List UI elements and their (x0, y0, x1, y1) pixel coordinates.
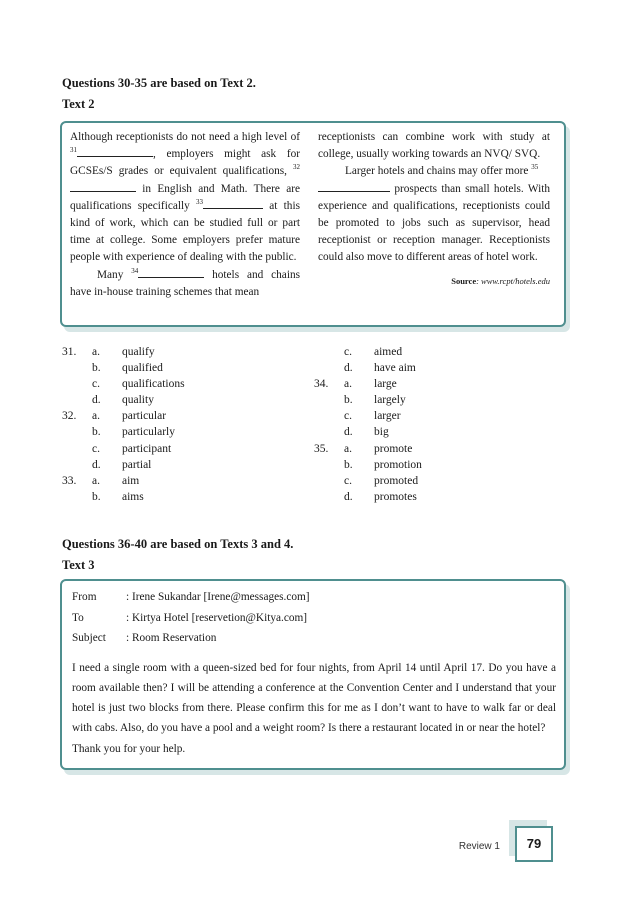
text2-p1-d: at this kind of work, which can be studied full or part time at college. Some employers prefer mature people with experience of dealing with the public. (70, 199, 300, 264)
answer-option (62, 376, 302, 392)
answer-option (314, 441, 554, 457)
page-number: 79 (515, 826, 553, 862)
option-letter: b. (92, 490, 101, 503)
blank-number-31: 31 (70, 146, 77, 155)
text2-p1-b: , employers might ask for GCSEs/S grades or equivalent qualifications, (70, 148, 300, 178)
answer-option (314, 360, 554, 376)
text2-p2-b: hotels and chains have in-house training schemes that mean (70, 268, 300, 298)
text2-p3: receptionists can combine work with study at college, usually working towards an NVQ/ SVQ. (318, 131, 550, 161)
option-text: partial (122, 458, 152, 471)
option-letter: c. (344, 346, 352, 358)
question-number (62, 392, 92, 408)
option-text: quality (122, 394, 154, 407)
answer-option (314, 489, 554, 505)
email-subject-value: : Room Reservation (126, 632, 217, 644)
option-text: particular (122, 410, 167, 423)
text2-p2-a: Many (97, 268, 124, 281)
option-letter: d. (344, 490, 353, 503)
blank-35 (318, 181, 390, 192)
option-letter: d. (344, 362, 353, 375)
email-body: I need a single room with a queen-sized bed for four nights, from April 14 until April 17. Do you have a room available then? I will be attending a conference at the Convention Center and I understand that your hotel is just two blocks from there. Please confirm this for me as I don’t want to have to walk far or deal with cabs. Also, do you have a pool and a weight room? Is there a restaurant located in or near the hotel? (72, 661, 556, 735)
option-text: aims (122, 490, 144, 503)
question-number: 33. (62, 474, 77, 487)
option-letter: a. (344, 378, 352, 391)
answer-option (314, 376, 554, 392)
question-number (314, 457, 344, 473)
answer-option (314, 473, 554, 489)
option-letter: a. (92, 346, 100, 358)
option-text: participant (122, 442, 172, 455)
answer-option (314, 457, 554, 473)
blank-number-32: 32 (293, 163, 301, 172)
option-text: largely (374, 394, 406, 407)
text2-box (60, 121, 566, 327)
answer-option (314, 424, 554, 440)
option-letter: b. (344, 394, 353, 407)
section1-heading: Questions 30-35 are based on Text 2. (62, 76, 256, 90)
question-number (62, 360, 92, 376)
blank-number-34: 34 (131, 266, 139, 275)
option-text: qualifications (122, 378, 185, 391)
question-number (314, 408, 344, 424)
option-text: qualify (122, 346, 155, 358)
text2-p4-b: prospects than small hotels. With experience and qualifications, receptionists could be promoted to jobs such as supervisor, head receptionist or reception manager. Receptionists could also move to different areas of hotel work. (318, 182, 550, 264)
email-subject-label: Subject (72, 632, 106, 644)
answer-option (62, 441, 302, 457)
option-text: qualified (122, 362, 163, 375)
question-number (314, 473, 344, 489)
text2-p1-a: Although receptionists do not need a high level of (70, 131, 300, 143)
text2-p4-a: Larger hotels and chains may offer more (345, 165, 529, 178)
option-letter: b. (344, 458, 353, 471)
text3-label: Text 3 (62, 558, 95, 572)
text2-column-right (318, 129, 550, 290)
answer-option (62, 457, 302, 473)
option-letter: b. (92, 426, 101, 439)
option-text: promotes (374, 490, 417, 503)
option-letter: a. (344, 442, 352, 455)
email-closing: Thank you for your help. (72, 742, 186, 755)
question-number (314, 360, 344, 376)
option-letter: d. (92, 458, 101, 471)
email-subject-row (72, 628, 556, 649)
option-letter: d. (344, 426, 353, 439)
answer-option (62, 344, 302, 360)
text2-p1-c: in English and Math. There are qualifications specifically (70, 182, 300, 212)
option-text: promotion (374, 458, 422, 471)
question-number (62, 441, 92, 457)
options-right (314, 344, 554, 505)
text2-label: Text 2 (62, 97, 95, 111)
question-number (314, 489, 344, 505)
question-number (314, 392, 344, 408)
text2-column-left (70, 129, 300, 301)
email-from-label: From (72, 591, 97, 603)
question-number: 32. (62, 410, 77, 423)
option-text: have aim (374, 362, 416, 375)
answer-option (62, 473, 302, 489)
answer-option (314, 344, 554, 360)
answer-option (62, 392, 302, 408)
option-text: larger (374, 410, 401, 423)
option-letter: a. (92, 474, 100, 487)
option-text: aimed (374, 346, 403, 358)
text3-box (60, 579, 566, 770)
question-number (62, 424, 92, 440)
options-left (62, 344, 302, 505)
option-letter: c. (92, 378, 100, 391)
option-text: big (374, 426, 389, 439)
question-number: 35. (314, 442, 329, 455)
option-letter: d. (92, 394, 101, 407)
answer-option (62, 408, 302, 424)
source-url: : www.rcpt/hotels.edu (476, 275, 550, 286)
blank-number-35: 35 (531, 163, 539, 172)
answer-option (314, 392, 554, 408)
option-letter: a. (92, 410, 100, 423)
option-letter: c. (92, 442, 100, 455)
option-text: large (374, 378, 397, 391)
footer-review-label: Review 1 (458, 841, 500, 852)
blank-34 (138, 267, 204, 278)
question-number: 31. (62, 346, 77, 358)
option-text: particularly (122, 426, 176, 439)
option-text: promoted (374, 474, 419, 487)
answer-option (62, 489, 302, 505)
question-number: 34. (314, 378, 329, 391)
section2-heading: Questions 36-40 are based on Texts 3 and 4. (62, 537, 294, 551)
question-number (62, 457, 92, 473)
option-text: aim (122, 474, 140, 487)
source-line (318, 273, 550, 290)
email-from-row (72, 587, 556, 608)
option-letter: c. (344, 410, 352, 423)
source-label: Source (451, 275, 477, 286)
blank-31 (77, 146, 153, 157)
blank-number-33: 33 (196, 198, 204, 207)
question-number (62, 489, 92, 505)
option-letter: b. (92, 362, 101, 375)
email-content (72, 587, 556, 759)
email-to-label: To (72, 611, 84, 624)
answer-option (314, 408, 554, 424)
email-from-value: : Irene Sukandar [Irene@messages.com] (126, 591, 310, 603)
answer-option (62, 424, 302, 440)
question-number (314, 344, 344, 360)
answer-option (62, 360, 302, 376)
email-to-row (72, 608, 556, 629)
question-number (314, 424, 344, 440)
blank-33 (203, 198, 263, 209)
blank-32 (70, 181, 136, 192)
option-text: promote (374, 442, 413, 455)
question-number (62, 376, 92, 392)
option-letter: c. (344, 474, 352, 487)
email-to-value: : Kirtya Hotel [reservetion@Kitya.com] (126, 611, 308, 624)
